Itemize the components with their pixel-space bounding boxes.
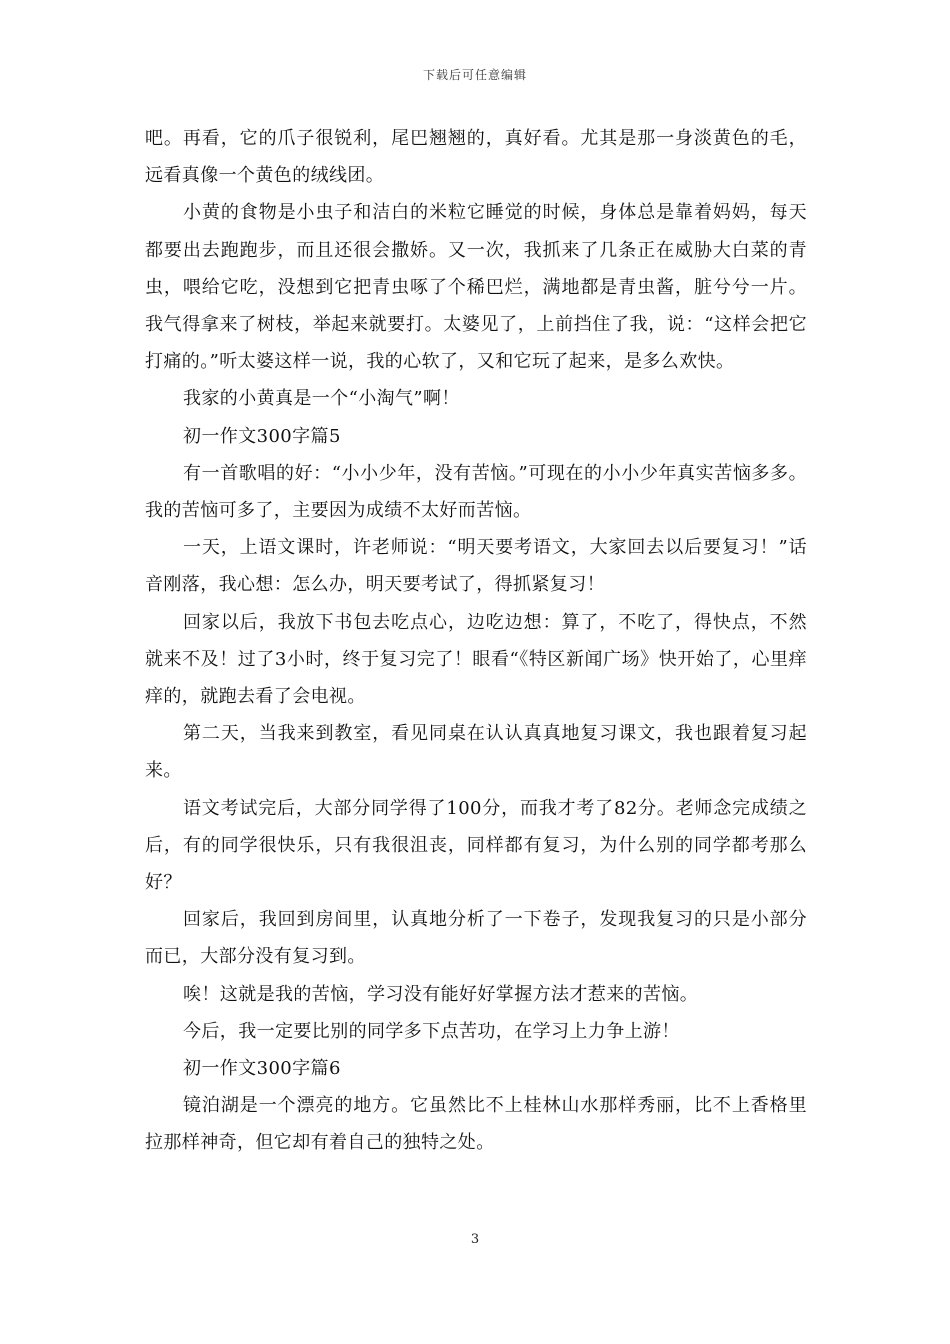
- paragraph-8: 第二天，当我来到教室，看见同桌在认认真真地复习课文，我也跟着复习起来。: [145, 723, 807, 782]
- paragraph-7: 回家以后，我放下书包去吃点心，边吃边想：算了，不吃了，得快点，不然就来不及！过了3小时，终于复习完了！眼看“《特区新闻广场》快开始了，心里痒痒的，就跑去看了会电视。: [145, 611, 807, 708]
- section-heading-6: 初一作文300字篇6: [183, 1058, 341, 1080]
- paragraph-11: 唉！这就是我的苦恼，学习没有能好好掌握方法才惹来的苦恼。: [183, 983, 699, 1005]
- page-header: 下载后可任意编辑: [422, 68, 527, 82]
- paragraph-10: 回家后，我回到房间里，认真地分析了一下卷子，发现我复习的只是小部分而已，大部分没有复习到。: [145, 909, 807, 968]
- document-body: [145, 120, 807, 1162]
- paragraph-6: 一天，上语文课时，许老师说：“明天要考语文，大家回去以后要复习！”话音刚落，我心想：怎么办，明天要考试了，得抓紧复习！: [145, 537, 807, 596]
- paragraph-12: 今后，我一定要比别的同学多下点苦功，在学习上力争上游！: [183, 1020, 680, 1042]
- paragraph-5: 有一首歌唱的好：“小小少年，没有苦恼。”可现在的小小少年真实苦恼多多。我的苦恼可多了，主要因为成绩不太好而苦恼。: [145, 462, 807, 522]
- paragraph-2: 小黄的食物是小虫子和洁白的米粒它睡觉的时候，身体总是靠着妈妈，每天都要出去跑跑步，而且还很会撒娇。又一次，我抓来了几条正在威胁大白菜的青虫，喂给它吃，没想到它把青虫啄了个稀巴烂，满地都是青虫酱，脏兮兮一片。我气得拿来了树枝，举起来就要打。太婆见了，上前挡住了我，说：“这样会把它打痛的。”听太婆这样一说，我的心软了，又和它玩了起来，是多么欢快。: [145, 202, 807, 373]
- paragraph-9: 语文考试完后，大部分同学得了100分，而我才考了82分。老师念完成绩之后，有的同学很快乐，只有我很沮丧，同样都有复习，为什么别的同学都考那么好？: [145, 797, 807, 894]
- page-number: 3: [470, 1232, 480, 1247]
- paragraph-14: 镜泊湖是一个漂亮的地方。它虽然比不上桂林山水那样秀丽，比不上香格里拉那样神奇，但它却有着自己的独特之处。: [145, 1095, 807, 1154]
- section-heading-5: 初一作文300字篇5: [183, 425, 341, 447]
- paragraph-3: 我家的小黄真是一个“小淘气”啊！: [183, 388, 460, 410]
- paragraph-1: 吧。再看，它的爪子很锐利，尾巴翘翘的，真好看。尤其是那一身淡黄色的毛，远看真像一个黄色的绒线团。: [145, 128, 807, 187]
